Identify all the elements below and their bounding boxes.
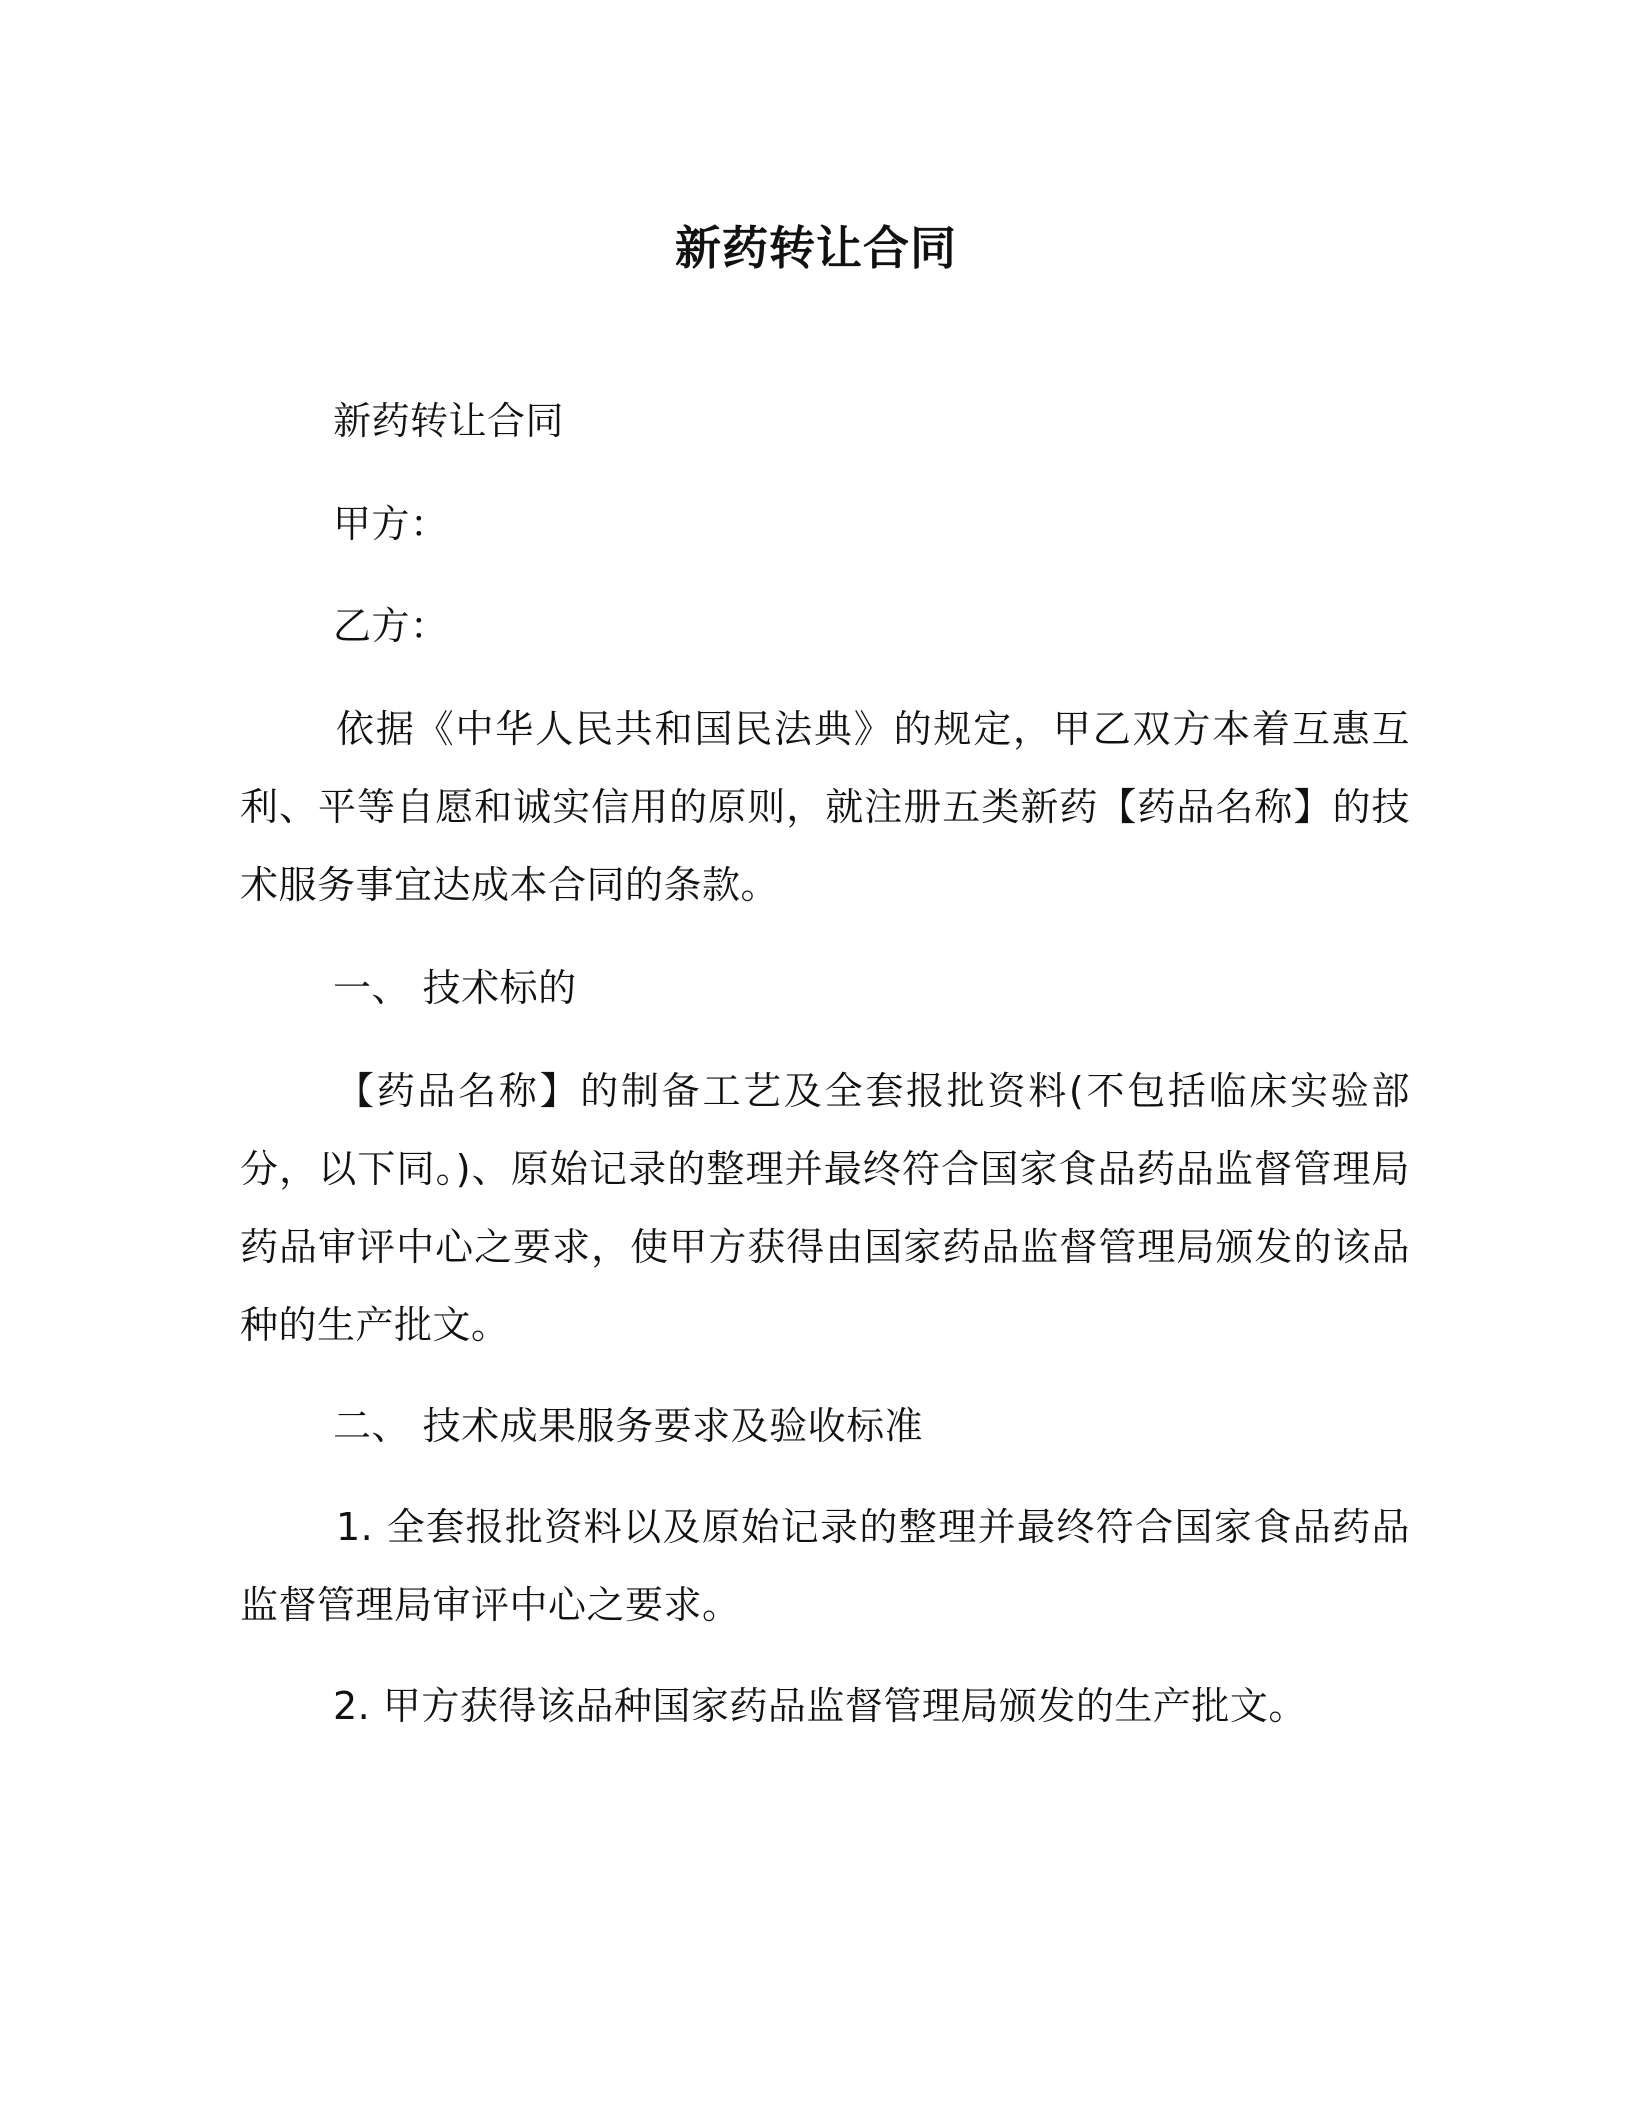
section-2-heading: 二、 技术成果服务要求及验收标准 (333, 1404, 924, 1448)
section-1-body: 【药品名称】的制备工艺及全套报批资料(不包括临床实验部分，以下同。)、原始记录的整理并最终符合国家食品药品监督管理局药品审评中心之要求，使甲方获得由国家药品监督管理局颁发的该品种的生产批文。 (240, 1069, 1410, 1347)
contract-name-line: 新药转让合同 (333, 399, 565, 443)
party-b-label: 乙方： (333, 604, 449, 648)
section-2-item-1: 1. 全套报批资料以及原始记录的整理并最终符合国家食品药品监督管理局审评中心之要求。 (240, 1505, 1410, 1627)
intro-paragraph: 依据《中华人民共和国民法典》的规定，甲乙双方本着互惠互利、平等自愿和诚实信用的原则，就注册五类新药【药品名称】的技术服务事宜达成本合同的条款。 (240, 707, 1410, 907)
document-title: 新药转让合同 (675, 221, 957, 275)
section-2-item-2: 2. 甲方获得该品种国家药品监督管理局颁发的生产批文。 (333, 1684, 1307, 1728)
party-a-label: 甲方： (333, 502, 449, 546)
section-1-heading: 一、 技术标的 (333, 966, 577, 1010)
